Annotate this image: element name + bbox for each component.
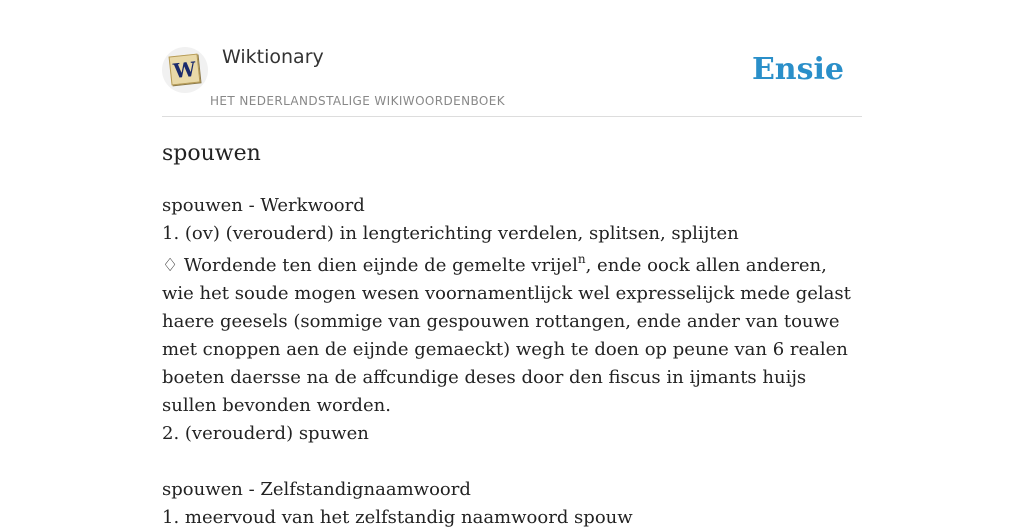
site-tagline: HET NEDERLANDSTALIGE WIKIWOORDENBOEK (210, 94, 506, 108)
definitions (162, 192, 862, 532)
example-superscript: n (577, 252, 586, 266)
ensie-brand-link[interactable]: Ensie (751, 52, 844, 87)
logo-tile (169, 54, 201, 86)
site-name[interactable]: Wiktionary (222, 46, 324, 68)
entry-heading-werkwoord: spouwen - Werkwoord (162, 195, 365, 216)
entry-spacer (162, 448, 862, 476)
page-title: spouwen (162, 141, 261, 166)
site-header (162, 0, 862, 117)
definition-1: 1. (ov) (verouderd) in lengterichting verdelen, splitsen, splijten (162, 223, 739, 244)
entry-heading-zelfstandignaamwoord: spouwen - Zelfstandignaamwoord (162, 479, 471, 500)
main-content (162, 138, 862, 532)
example-quote (162, 252, 862, 420)
logo-letter: W (172, 56, 197, 84)
example-text-end: , ende oock allen anderen, wie het soude mogen wesen voornamentlijck wel expresselijck mede gelast haere geesels (sommige van gespouwen rottangen, ende ander van touwe met cnoppen aen de eijnde gemaeckt) wegh te doen op peune van 6 realen boeten daersse na de affcundige deses door den fiscus in ijmants huijs sullen bevonden worden. (162, 255, 851, 416)
definition-noun-1: 1. meervoud van het zelfstandig naamwoord spouw (162, 507, 633, 528)
definition-2: 2. (verouderd) spuwen (162, 423, 369, 444)
example-text-start: ♢ Wordende ten dien eijnde de gemelte vrijel (162, 255, 578, 276)
wiktionary-logo[interactable] (162, 47, 208, 93)
